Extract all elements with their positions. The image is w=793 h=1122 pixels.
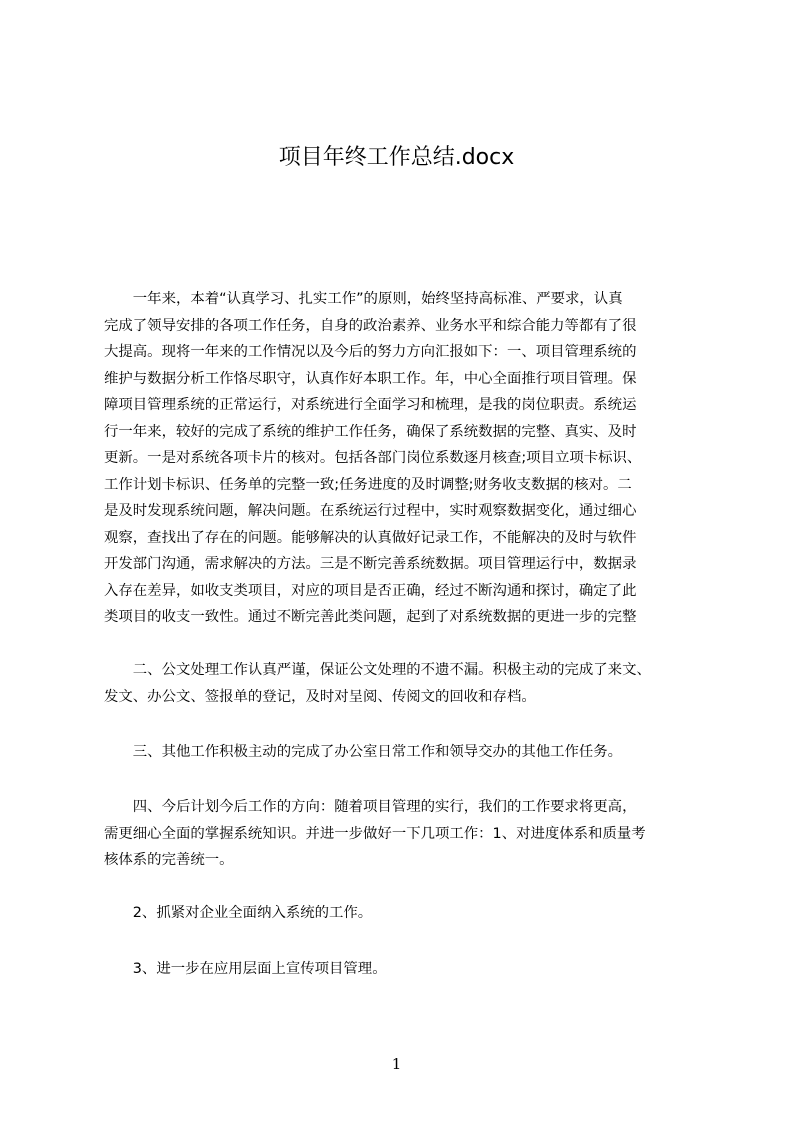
paragraph-3: [104, 739, 700, 766]
paragraph-line: 障项目管理系统的正常运行，对系统进行全面学习和梳理，是我的岗位职责。系统运: [104, 397, 637, 413]
paragraph-line: 四、今后计划今后工作的方向：随着项目管理的实行，我们的工作要求将更高，: [104, 799, 637, 815]
paragraph-line: 三、其他工作积极主动的完成了办公室日常工作和领导交办的其他工作任务。: [104, 744, 623, 760]
paragraph-line: 开发部门沟通，需求解决的方法。三是不断完善系统数据。项目管理运行中，数据录: [104, 556, 637, 572]
paragraph-line: 更新。一是对系统各项卡片的核对。包括各部门岗位系数逐月核查;项目立项卡标识、: [104, 450, 642, 466]
document-title: 项目年终工作总结.docx: [278, 145, 515, 170]
paragraph-line: 工作计划卡标识、任务单的完整一致;任务进度的及时调整;财务收支数据的核对。二: [104, 476, 632, 493]
page-number: 1: [391, 1055, 402, 1073]
paragraph-line: 维护与数据分析工作恪尽职守，认真作好本职工作。年，中心全面推行项目管理。保: [104, 370, 637, 387]
paragraph-line: 一年来，本着“认真学习、扎实工作”的原则，始终坚持高标准、严要求，认真: [104, 291, 623, 307]
paragraph-5: [104, 900, 700, 927]
paragraph-line: 完成了领导安排的各项工作任务，自身的政治素养、业务水平和综合能力等都有了很: [104, 317, 637, 334]
paragraph-line: 3、进一步在应用层面上宣传项目管理。: [104, 961, 387, 977]
paragraph-1: [104, 286, 700, 631]
paragraph-line: 是及时发现系统问题，解决问题。在系统运行过程中，实时观察数据变化，通过细心: [104, 503, 637, 519]
paragraph-2: [104, 657, 700, 710]
paragraph-line: 入存在差异，如收支类项目，对应的项目是否正确，经过不断沟通和探讨，确定了此: [104, 582, 637, 599]
paragraph-line: 核体系的完善统一。: [104, 852, 234, 868]
paragraph-4: [104, 794, 700, 874]
paragraph-line: 观察，查找出了存在的问题。能够解决的认真做好记录工作，不能解决的及时与软件: [104, 529, 637, 546]
paragraph-line: 2、抓紧对企业全面纳入系统的工作。: [104, 905, 373, 921]
paragraph-line: 大提高。现将一年来的工作情况以及今后的努力方向汇报如下：一、项目管理系统的: [104, 344, 637, 360]
paragraph-line: 行一年来，较好的完成了系统的维护工作任务，确保了系统数据的完整、真实、及时: [104, 423, 637, 440]
paragraph-6: [104, 956, 700, 983]
paragraph-line: 类项目的收支一致性。通过不断完善此类问题，起到了对系统数据的更进一步的完整: [104, 609, 637, 625]
paragraph-line: 二、公文处理工作认真严谨，保证公文处理的不遗不漏。积极主动的完成了来文、: [104, 662, 651, 678]
paragraph-line: 需更细心全面的掌握系统知识。并进一步做好一下几项工作：1、对进度体系和质量考: [104, 825, 646, 842]
paragraph-line: 发文、办公文、签报单的登记，及时对呈阅、传阅文的回收和存档。: [104, 688, 536, 705]
